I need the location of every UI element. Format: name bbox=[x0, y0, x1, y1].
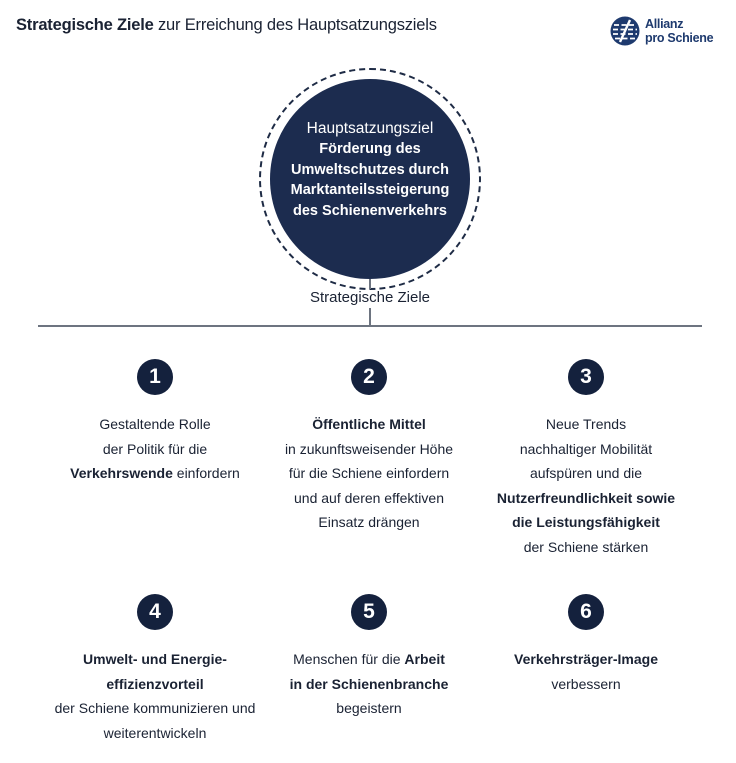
goal-text: Menschen für die bbox=[293, 651, 405, 667]
goal-3 bbox=[471, 359, 701, 559]
goal-description-line bbox=[254, 696, 484, 721]
goal-description-line bbox=[471, 461, 701, 486]
goal-text: der Schiene kommunizieren und bbox=[54, 700, 256, 716]
horizontal-divider bbox=[38, 325, 702, 327]
goal-description bbox=[254, 412, 484, 535]
main-goal-line: Umweltschutzes durch bbox=[291, 161, 449, 178]
goal-description-line bbox=[254, 461, 484, 486]
goal-text: einfordern bbox=[172, 465, 240, 481]
goal-text: weiterentwickeln bbox=[103, 724, 207, 741]
title-rest: zur Erreichung des Hauptsatzungsziels bbox=[153, 16, 437, 34]
goal-text: aufspüren und die bbox=[529, 465, 643, 481]
goal-highlight-text: in der Schienenbranche bbox=[289, 675, 449, 692]
goal-description bbox=[40, 412, 270, 486]
goal-description-line bbox=[471, 672, 701, 697]
goal-text: der Schiene stärken bbox=[523, 538, 649, 555]
goal-highlight-text: Verkehrswende bbox=[70, 465, 173, 481]
goal-description-line bbox=[471, 437, 701, 462]
main-goal-circle bbox=[270, 79, 470, 279]
goal-number-badge: 5 bbox=[351, 594, 387, 630]
title-bold: Strategische Ziele bbox=[16, 16, 154, 34]
goal-number-badge: 4 bbox=[137, 594, 173, 630]
goal-text: Neue Trends bbox=[545, 416, 627, 432]
main-goal-text bbox=[270, 139, 470, 221]
goal-text: nachhaltiger Mobilität bbox=[519, 440, 653, 457]
goal-description-line bbox=[254, 412, 484, 437]
goal-description bbox=[254, 647, 484, 721]
goal-highlight-text: Arbeit bbox=[404, 651, 445, 667]
connector-bottom bbox=[369, 308, 371, 325]
goal-highlight-text: Verkehrsträger-Image bbox=[514, 651, 658, 667]
goal-5 bbox=[254, 594, 484, 721]
main-goal-kicker: Hauptsatzungsziel bbox=[306, 120, 434, 137]
logo-line-1: Allianz bbox=[645, 17, 684, 31]
goal-description-line bbox=[471, 535, 701, 560]
main-goal-line: Förderung des bbox=[319, 141, 421, 157]
goal-text: Gestaltende Rolle bbox=[99, 416, 211, 432]
goal-description-line bbox=[471, 510, 701, 535]
goal-text: für die Schiene einfordern bbox=[288, 465, 450, 481]
goal-number-badge: 3 bbox=[568, 359, 604, 395]
goal-number-badge: 1 bbox=[137, 359, 173, 395]
goal-text: Einsatz drängen bbox=[318, 514, 420, 530]
logo bbox=[610, 16, 713, 46]
goal-text: der Politik für die bbox=[102, 440, 208, 457]
goal-text: begeistern bbox=[336, 700, 402, 716]
allianz-pro-schiene-logo-icon bbox=[610, 16, 640, 46]
logo-wordmark bbox=[645, 17, 713, 45]
branch-label: Strategische Ziele bbox=[309, 289, 431, 306]
goal-description-line bbox=[40, 672, 270, 697]
goal-description-line bbox=[40, 721, 270, 746]
goal-4 bbox=[40, 594, 270, 745]
goal-6 bbox=[471, 594, 701, 696]
goal-description-line bbox=[254, 647, 484, 672]
goal-description-line bbox=[40, 412, 270, 437]
goal-description bbox=[471, 647, 701, 696]
main-goal-line: des Schienenverkehrs bbox=[293, 202, 447, 219]
goal-description-line bbox=[40, 696, 270, 721]
goal-highlight-text: effizienzvorteil bbox=[106, 675, 204, 692]
goal-description-line bbox=[471, 486, 701, 511]
goal-highlight-text: Nutzerfreundlichkeit sowie bbox=[496, 489, 676, 506]
goal-description-line bbox=[40, 647, 270, 672]
goal-description-line bbox=[471, 412, 701, 437]
goal-text: in zukunftsweisender Höhe bbox=[284, 440, 454, 457]
goal-description-line bbox=[40, 437, 270, 462]
goal-highlight-text: die Leistungsfähigkeit bbox=[512, 514, 660, 530]
goal-description-line bbox=[254, 486, 484, 511]
goal-text: und auf deren effektiven bbox=[294, 489, 444, 506]
goal-number-badge: 2 bbox=[351, 359, 387, 395]
goal-description-line bbox=[254, 437, 484, 462]
goal-highlight-text: Öffentliche Mittel bbox=[312, 416, 426, 432]
goal-number-badge: 6 bbox=[568, 594, 604, 630]
main-goal-line: Marktanteilssteigerung bbox=[290, 182, 450, 198]
goal-description-line bbox=[254, 510, 484, 535]
goal-text: verbessern bbox=[551, 675, 621, 692]
goal-2 bbox=[254, 359, 484, 535]
connector-top bbox=[369, 279, 371, 289]
goal-description bbox=[40, 647, 270, 745]
logo-line-2: pro Schiene bbox=[645, 31, 714, 45]
goal-description-line bbox=[40, 461, 270, 486]
goal-description-line bbox=[471, 647, 701, 672]
page-title bbox=[16, 16, 437, 35]
goal-1 bbox=[40, 359, 270, 486]
goal-highlight-text: Umwelt- und Energie- bbox=[83, 651, 227, 667]
goal-description-line bbox=[254, 672, 484, 697]
goal-description bbox=[471, 412, 701, 559]
